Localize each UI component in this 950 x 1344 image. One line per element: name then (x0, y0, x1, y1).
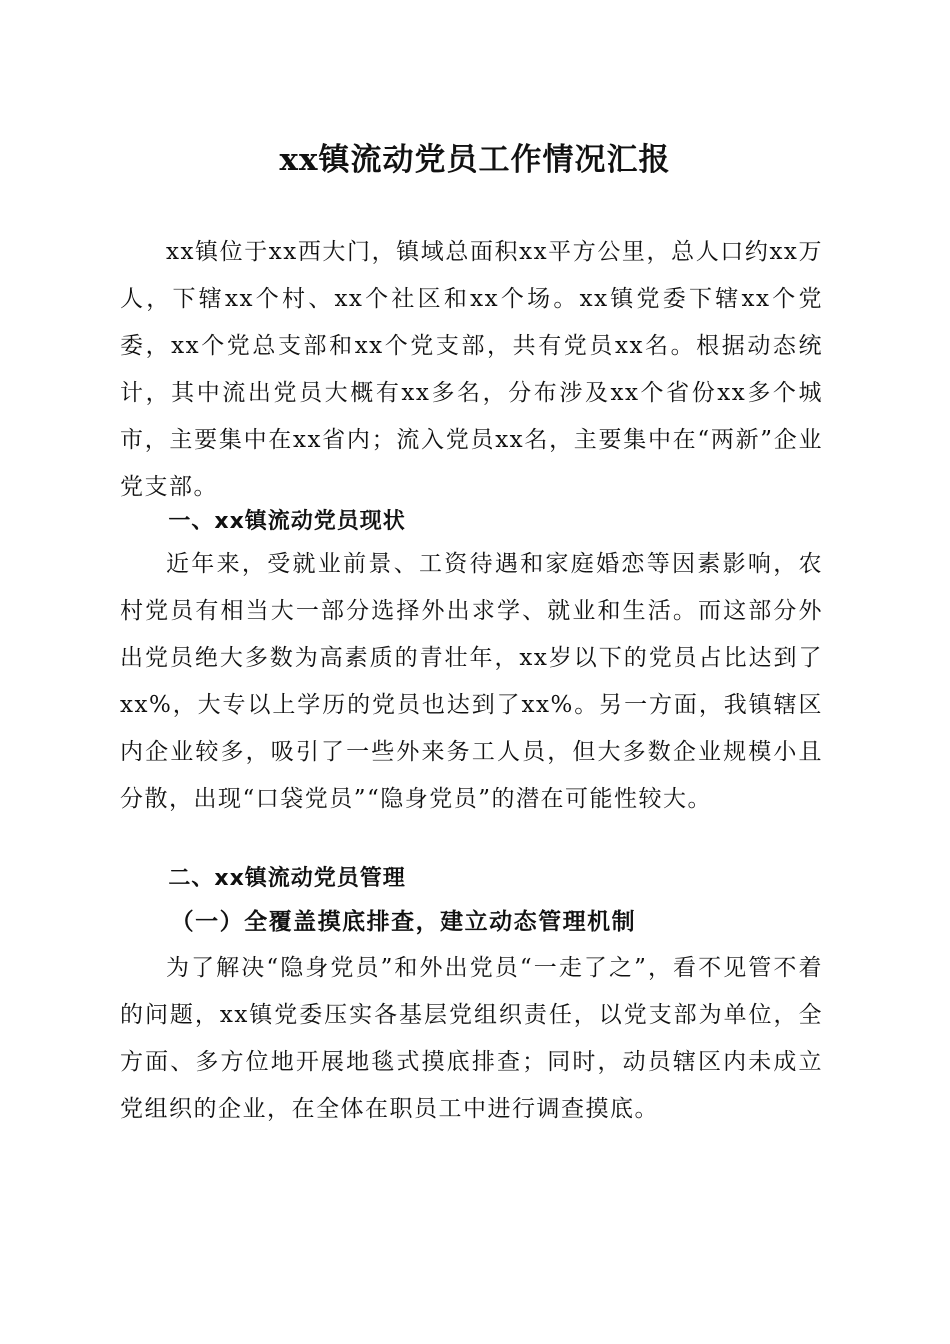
document-title: xx镇流动党员工作情况汇报 (279, 142, 671, 178)
subsection-heading-survey: （一）全覆盖摸底排查，建立动态管理机制 (170, 908, 637, 935)
section-heading-management: 二、xx镇流动党员管理 (168, 866, 406, 891)
section-heading-status: 一、xx镇流动党员现状 (168, 509, 406, 534)
status-paragraph: 近年来，受就业前景、工资待遇和家庭婚恋等因素影响，农村党员有相当大一部分选择外出求学、就业和生活。而这部分外出党员绝大多数为高素质的青壮年，xx岁以下的党员占比达到了xx%，大专以上学历的党员也达到了xx%。另一方面，我镇辖区内企业较多，吸引了一些外来务工人员，但大多数企业规模小且分散，出现“口袋党员”“隐身党员”的潜在可能性较大。 (120, 551, 823, 812)
management-paragraph: 为了解决“隐身党员”和外出党员“一走了之”，看不见管不着的问题，xx镇党委压实各基层党组织责任，以党支部为单位，全方面、多方位地开展地毯式摸底排查；同时，动员辖区内未成立党组织的企业，在全体在职员工中进行调查摸底。 (120, 955, 823, 1122)
intro-paragraph: xx镇位于xx西大门，镇域总面积xx平方公里，总人口约xx万人，下辖xx个村、xx个社区和xx个场。xx镇党委下辖xx个党委，xx个党总支部和xx个党支部，共有党员xx名。根据动态统计，其中流出党员大概有xx多名，分布涉及xx个省份xx多个城市，主要集中在xx省内；流入党员xx名，主要集中在“两新”企业党支部。 (120, 239, 823, 500)
